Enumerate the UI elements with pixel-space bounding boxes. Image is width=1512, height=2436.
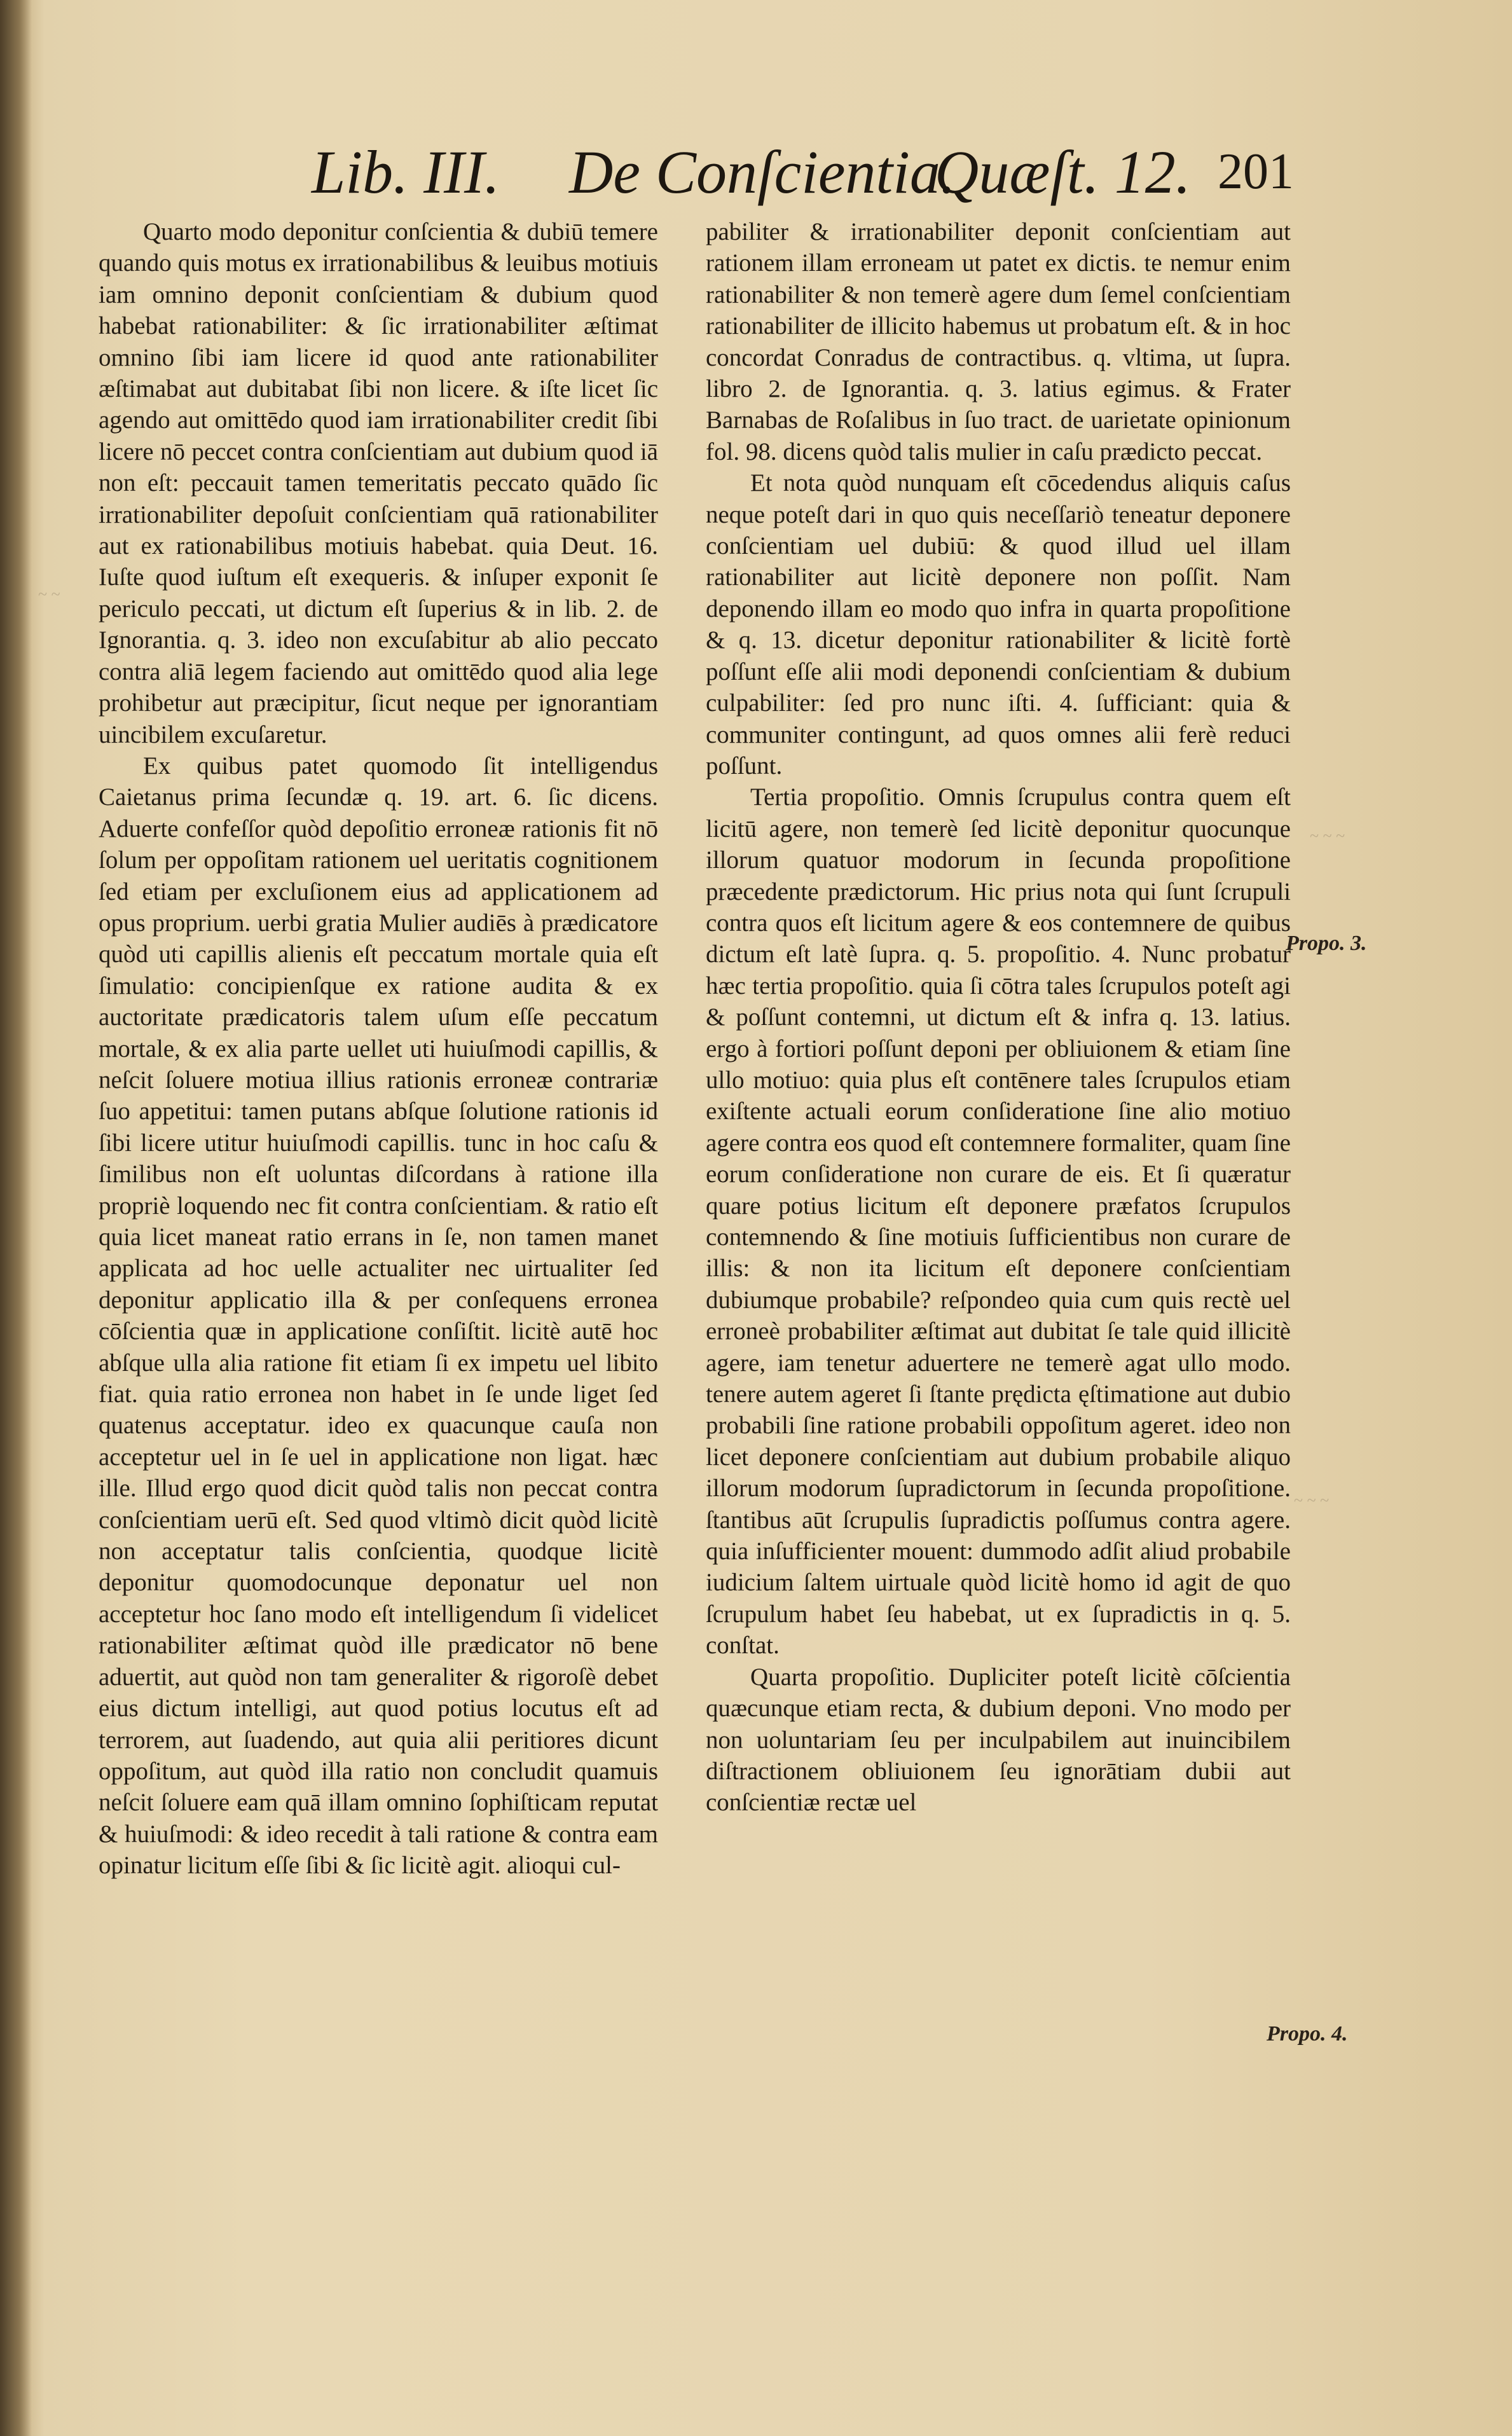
margin-note-propo-4: Propo. 4. (1267, 2022, 1348, 2046)
right-paragraph-4: Quarta propoſitio. Dupliciter poteſt licitè cōſcientia quæcunque etiam recta, & dubium deponi. Vno modo per non uoluntariam ſeu per inculpabilem aut inuincibilem diſtractionem obliuionem ſeu ignorātiam dubii aut conſcientiæ rectæ uel (706, 1663, 1291, 1817)
running-header (0, 137, 1512, 207)
bleed-through-mark: ~ ~ ~ (1294, 1491, 1330, 1510)
left-paragraph-1: Quarto modo deponitur conſcientia & dubiū temere quando quis motus ex irrationabilibus & leuibus motiuis iam omnino deponit conſcientiam & dubium quod habebat rationabiliter: & ſic irrationabiliter æſtimat omnino ſibi iam licere id quod ante rationabiliter æſtimabat aut dubitabat ſibi non licere. & iſte licet ſic agendo aut omittēdo quod iam irrationabiliter credit ſibi licere nō peccet contra conſcientiam aut dubium quod iā non eſt: peccauit tamen temeritatis peccato quādo ſic irrationabiliter depoſuit conſcientiam quā rationabiliter aut ex rationabilibus motiuis habebat. quia Deut. 16. Iuſte quod iuſtum eſt exequeris. & inſuper exponit ſe periculo peccati, ut dictum eſt ſuperius & in lib. 2. de Ignorantia. q. 3. ideo non excuſabitur ab alio peccato contra aliā legem faciendo aut omittēdo quod alia lege prohibetur aut præcipitur, ſicut neque per ignorantiam uincibilem excuſaretur. (99, 218, 658, 748)
right-paragraph-3: Tertia propoſitio. Omnis ſcrupulus contra quem eſt licitū agere, non temerè ſed licitè deponitur quocunque illorum quatuor modorum in ſecunda propoſitione præcedente prædictorum. Hic prius nota qui ſunt ſcrupuli contra quos eſt licitum agere & eos contemnere de quibus dictum eſt latè ſupra. q. 5. propoſitio. 4. Nunc probatur hæc tertia propoſitio. quia ſi cōtra tales ſcrupulos poteſt agi & poſſunt contemni, ut dictum eſt & infra q. 13. latius. ergo à fortiori poſſunt deponi per obliuionem & etiam ſine ullo motiuo: quia plus eſt contēnere tales ſcrupulos etiam exiſtente actuali eorum conſideratione ſine alio motiuo agere contra eos quod eſt contemnere formaliter, quam ſine eorum conſideratione non curare de eis. Et ſi quæratur quare potius licitum eſt deponere præfatos ſcrupulos contemnendo & ſine motiuis ſufficientibus non curare de illis: & non ita licitum eſt deponere conſcientiam dubiumque probabile? reſpondeo quia cum quis rectè uel erroneè probabiliter æſtimat aut dubitat ſe tale quid illicitè agere, iam tenetur aduertere ne temerè agat ullo modo. tenere autem ageret ſi ſtante prędicta ęſtimatione aut dubio probabili ſine ratione probabili oppoſitum ageret. ideo non licet deponere conſcientiam aut dubium probabile aliquo illorum modorum ſupradictorum in ſecunda propoſitione. ſtantibus aūt ſcrupulis ſupradictis poſſumus contra agere. quia inſufficienter mouent: dummodo adſit aliud probabile iudicium ſaltem uirtuale quòd licitè homo id agit de quo ſcrupulum habet ſeu habebat, ut ex ſupradictis in q. 5. conſtat. (706, 783, 1291, 1660)
right-paragraph-2: Et nota quòd nunquam eſt cōcedendus aliquis caſus neque poteſt dari in quo quis neceſſariò teneatur deponere conſcientiam uel dubiū: & quod illud uel illam rationabiliter aut licitè deponere non poſſit. Nam deponendo illam eo modo quo infra in quarta propoſitione & q. 13. dicetur deponitur rationabiliter & licitè fortè poſſunt eſſe alii modi deponendi conſcientiam & dubium culpabiliter: ſed pro nunc iſti. 4. ſufficiant: quia & communiter contingunt, ad quos omnes alii ferè reduci poſſunt. (706, 469, 1291, 780)
page-binding-shadow (0, 0, 32, 2436)
margin-note-propo-3: Propo. 3. (1286, 932, 1367, 955)
left-paragraph-2: Ex quibus patet quomodo ſit intelligendus Caietanus prima ſecundæ q. 19. art. 6. ſic dicens. Aduerte confeſſor quòd depoſitio erroneæ rationis fit nō ſolum per oppoſitam rationem uel ueritatis cognitionem ſed etiam per excluſionem eius ad applicationem ad opus proprium. uerbi gratia Mulier audiēs à prædicatore quòd uti capillis alienis eſt peccatum mortale quia eſt ſimulatio: concipienſque ex ratione audita & ex auctoritate prædicatoris talem uſum eſſe peccatum mortale, & ex alia parte uellet uti huiuſmodi capillis, & neſcit ſoluere motiua illius rationis erroneæ contrariæ ſuo appetitui: tamen putans abſque ſolutione rationis id ſibi licere utitur huiuſmodi capillis. tunc in hoc caſu & ſimilibus non eſt uoluntas diſcordans à ratione illa propriè loquendo nec fit contra conſcientiam. & ratio eſt quia licet maneat ratio errans in ſe, non tamen manet applicata ad hoc uelle actualiter nec uirtualiter ſed deponitur applicatio illa & per conſequens erronea cōſcientia quæ in applicatione conſiſtit. licitè autē hoc abſque ulla alia ratione fit etiam ſi ex impetu uel libito fiat. quia ratio erronea non habet in ſe unde liget ſed quatenus acceptatur. ideo ex quacunque cauſa non acceptetur uel in ſe uel in applicatione non ligat. hæc ille. Illud ergo quod dicit quòd talis non peccat contra conſcientiam uerū eſt. Sed quod vltimò dicit quòd licitè non acceptatur talis conſcientia, quodque licitè deponitur quomodocunque deponatur uel non acceptetur hoc ſano modo eſt intelligendum ſi videlicet rationabiliter æſtimat quòd ille prædicator nō bene aduertit, aut quòd non tam generaliter & rigoroſè debet eius dictum intelligi, aut quod potius locutus eſt ad terrorem, aut ſuadendo, aut quia alii peritiores dicunt oppoſitum, aut quòd illa ratio non concludit quamuis neſcit ſoluere eam quā illam omnino ſophiſticam reputat & huiuſmodi: & ideo recedit à tali ratione & contra eam opinatur licitum eſſe ſibi & ſic licitè agit. alioqui cul- (99, 752, 658, 1880)
bleed-through-mark: ~ ~ ~ (1310, 827, 1345, 845)
header-book: Lib. III. (312, 138, 500, 206)
header-question: Quæſt. 12. (935, 138, 1191, 206)
page-number: 201 (1218, 144, 1294, 200)
right-paragraph-1: pabiliter & irrationabiliter deponit conſcientiam aut rationem illam erroneam ut patet ex dictis. te nemur enim rationabiliter & non temerè agere dum ſemel conſcientiam rationabiliter de illicito habemus ut probatum eſt. & in hoc concordat Conradus de contractibus. q. vltima, ut ſupra. libro 2. de Ignorantia. q. 3. latius egimus. & Frater Barnabas de Roſalibus in ſuo tract. de uarietate opinionum fol. 98. dicens quòd talis mulier in caſu prædicto peccat. (706, 218, 1291, 465)
bleed-through-mark: ~ ~ (38, 585, 60, 603)
left-column (99, 216, 658, 1882)
header-title: De Conſcientia. (569, 138, 956, 206)
right-column (706, 216, 1291, 1819)
